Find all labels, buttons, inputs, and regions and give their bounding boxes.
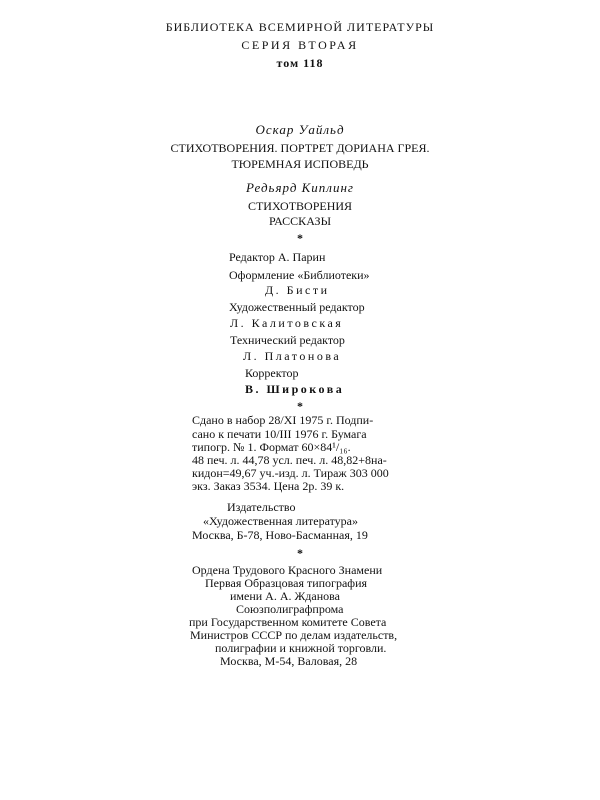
print-info-line: кидон=49,67 уч.-изд. л. Тираж 303 000 [192,466,389,480]
printing-house-line: Москва, М-54, Валовая, 28 [220,654,358,668]
volume-number: том 118 [276,56,324,70]
print-info-line: сано к печати 10/III 1976 г. Бумага [192,427,367,441]
separator-star: * [297,231,303,245]
title-wilde-line-1: СТИХОТВОРЕНИЯ. ПОРТРЕТ ДОРИАНА ГРЕЯ. [170,141,430,155]
editor-credit: Редактор А. Парин [229,250,326,264]
author-wilde: Оскар Уайльд [255,122,345,137]
author-kipling: Редьярд Киплинг [246,180,354,195]
separator-star: * [297,399,303,413]
separator-star: * [297,546,303,560]
series-name: СЕРИЯ ВТОРАЯ [241,38,359,52]
printing-house-line: Министров СССР по делам издательств, [190,628,398,642]
proofreader-label: Корректор [245,366,299,380]
print-info-line: 48 печ. л. 44,78 усл. печ. л. 48,82+8на- [192,453,387,467]
printing-house-line: полиграфии и книжной торговли. [215,641,387,655]
print-info-line: Сдано в набор 28/XI 1975 г. Подпи- [192,413,374,427]
design-label: Оформление «Библиотеки» [229,268,370,282]
print-info-line: экз. Заказ 3534. Цена 2р. 39 к. [192,479,345,493]
art-editor-label: Художественный редактор [229,300,365,314]
print-info-line: типогр. № 1. Формат 60×84¹/₁₆. [192,440,351,454]
printing-house-line: имени А. А. Жданова [230,589,340,603]
design-name: Д. Бисти [265,283,330,297]
title-kipling-line-2: РАССКАЗЫ [268,214,332,228]
tech-editor-name: Л. Платонова [243,349,342,363]
art-editor-name: Л. Калитовская [230,316,344,330]
publisher-name: «Художественная литература» [203,514,359,528]
printing-house-line: при Государственном комитете Совета [189,615,387,629]
printing-house-line: Союзполиграфпрома [236,602,344,616]
publisher-address: Москва, Б-78, Ново-Басманная, 19 [192,528,368,542]
publisher-label: Издательство [227,500,296,514]
proofreader-name: В. Широкова [245,382,345,396]
library-title: БИБЛИОТЕКА ВСЕМИРНОЙ ЛИТЕРАТУРЫ [165,20,435,34]
title-wilde-line-2: ТЮРЕМНАЯ ИСПОВЕДЬ [231,157,369,171]
title-kipling-line-1: СТИХОТВОРЕНИЯ [247,199,353,213]
printing-house-line: Первая Образцовая типография [205,576,368,590]
printing-house-line: Ордена Трудового Красного Знамени [192,563,383,577]
tech-editor-label: Технический редактор [230,333,345,347]
